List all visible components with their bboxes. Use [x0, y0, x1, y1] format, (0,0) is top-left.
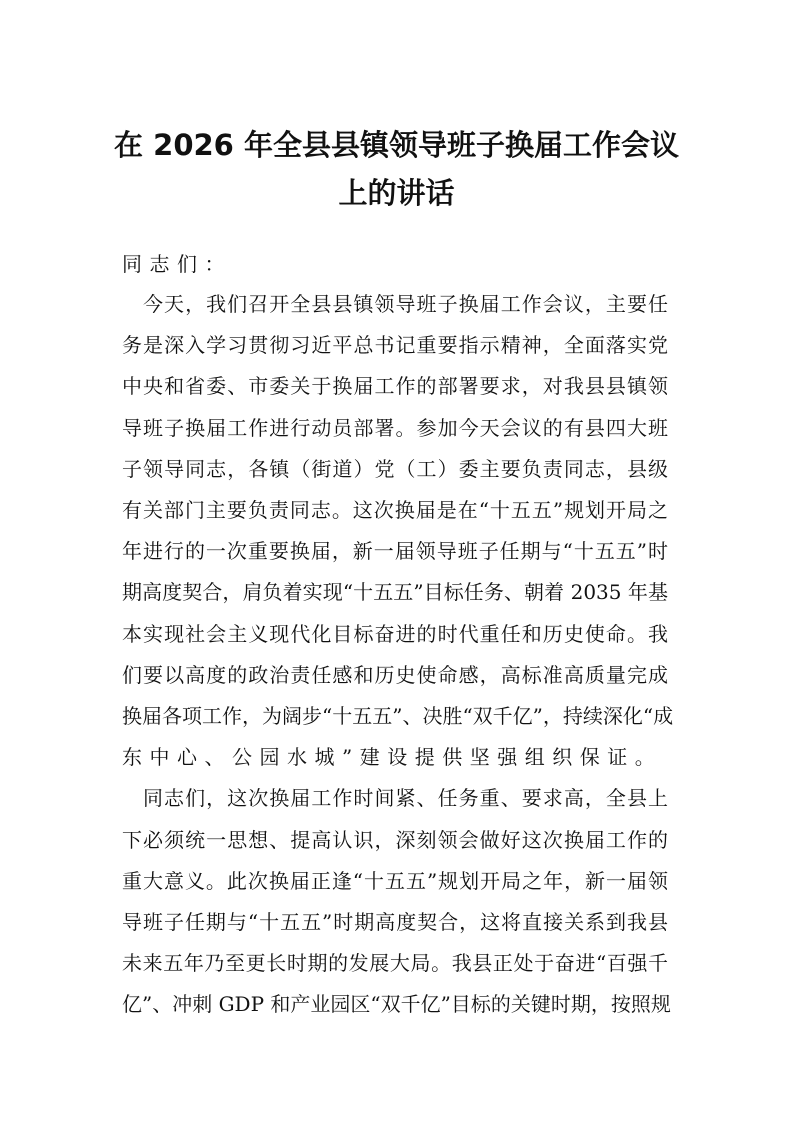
paragraph-1-line: 有关部门主要负责同志。这次换届是在“十五五”规划开局之 — [122, 498, 668, 522]
paragraph-2-line: 未来五年乃至更长时期的发展大局。我县正处于奋进“百强千 — [122, 951, 668, 975]
paragraph-2-line: 重大意义。此次换届正逢“十五五”规划开局之年，新一届领 — [122, 869, 668, 893]
paragraph-1-line: 本实现社会主义现代化目标奋进的时代重任和历史使命。我 — [122, 622, 668, 646]
paragraph-1-line: 今天，我们召开全县县镇领导班子换届工作会议，主要任 — [143, 292, 668, 316]
paragraph-2-line: 下必须统一思想、提高认识，深刻领会做好这次换届工作的 — [122, 828, 668, 852]
paragraph-1-line: 东中心、公园水城”建设提供坚强组织保证。 — [122, 745, 663, 769]
document-title-line-2: 上的讲话 — [338, 176, 455, 210]
paragraph-1-line: 子领导同志，各镇（街道）党（工）委主要负责同志，县级 — [122, 457, 668, 481]
paragraph-1-line: 们要以高度的政治责任感和历史使命感，高标准高质量完成 — [122, 663, 668, 687]
paragraph-1-line: 导班子换届工作进行动员部署。参加今天会议的有县四大班 — [122, 416, 668, 440]
salutation: 同志们： — [122, 252, 232, 276]
document-title-line-1: 在 2026 年全县县镇领导班子换届工作会议 — [114, 128, 679, 162]
paragraph-1-line: 期高度契合，肩负着实现“十五五”目标任务、朝着 2035 年基 — [122, 580, 668, 604]
paragraph-2-line: 同志们，这次换届工作时间紧、任务重、要求高，全县上 — [143, 786, 668, 810]
paragraph-1-line: 务是深入学习贯彻习近平总书记重要指示精神，全面落实党 — [122, 333, 668, 357]
paragraph-2-line: 亿”、冲刺 GDP 和产业园区“双千亿”目标的关键时期，按照规 — [122, 992, 671, 1016]
paragraph-1-line: 年进行的一次重要换届，新一届领导班子任期与“十五五”时 — [122, 539, 668, 563]
paragraph-1-line: 换届各项工作，为阔步“十五五”、决胜“双千亿”，持续深化“成 — [122, 704, 674, 728]
paragraph-2-line: 导班子任期与“十五五”时期高度契合，这将直接关系到我县 — [122, 910, 668, 934]
paragraph-1-line: 中央和省委、市委关于换届工作的部署要求，对我县县镇领 — [122, 374, 668, 398]
